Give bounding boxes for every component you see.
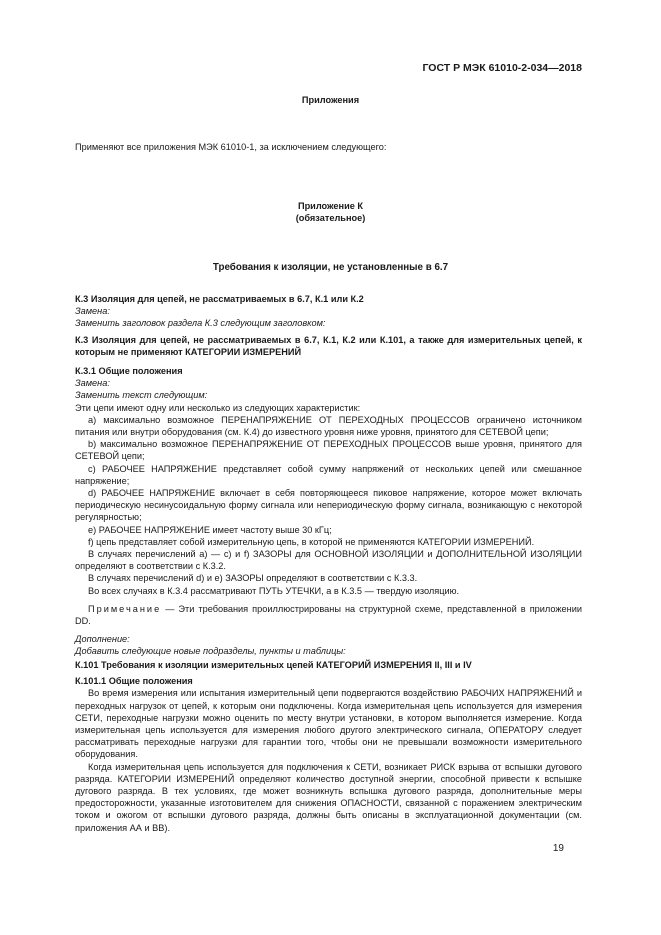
k31-item-b: b) максимально возможное ПЕРЕНАПРЯЖЕНИЕ ОТ ПЕРЕХОДНЫХ ПРОЦЕССОВ выше уровня, принятого для СЕТЕВОЙ цепи;	[75, 439, 582, 462]
k31-heading: К.3.1 Общие положения	[75, 366, 183, 376]
k31-case-2: В случаях перечислений d) и e) ЗАЗОРЫ определяют в соответствии с К.3.3.	[88, 573, 418, 584]
k3-heading: К.3 Изоляция для цепей, не рассматриваемых в 6.7, К.1 или К.2	[75, 294, 364, 304]
k3-replace-instruction: Заменить заголовок раздела К.3 следующим заголовком:	[75, 318, 326, 329]
k31-item-c: c) РАБОЧЕЕ НАПРЯЖЕНИЕ представляет собой сумму напряжений от нескольких цепей или смешанное напряжение;	[75, 463, 582, 486]
annex-status: (обязательное)	[295, 213, 366, 223]
k31-addition-label: Дополнение:	[75, 634, 130, 645]
k31-item-e: e) РАБОЧЕЕ НАПРЯЖЕНИЕ имеет частоту выше 30 кГц;	[88, 524, 332, 535]
k3-new-heading: К.3 Изоляция для цепей, не рассматриваемых в 6.7, К.1, К.2 или К.101, а также для измерительных цепей, к которым не применяют КАТЕГОРИИ ИЗМЕРЕНИЙ	[75, 334, 582, 357]
section-k101	[75, 659, 582, 834]
k31-addition-instruction: Добавить следующие новые подразделы, пункты и таблицы:	[75, 646, 346, 657]
page-number: 19	[552, 843, 564, 854]
k101-paragraph-2: Когда измерительная цепь используется для подключения к СЕТИ, возникает РИСК взрыва от вспышки дугового разряда. КАТЕГОРИИ ИЗМЕРЕНИЙ определяют количество доступной энергии, способной привести к вспышке дугового разряда. В тех условиях, где может возникнуть вспышка дугового разряда, дополнительные меры предосторожности, указанные изготовителем для снижения ОПАСНОСТИ, связанной с поражением электрическим током и ожогом от вспышки дугового разряда, должны быть описаны в эксплуатационной документации (см. приложения АА и ВВ).	[75, 761, 582, 833]
k101-heading: К.101 Требования к изоляции измерительных цепей КАТЕГОРИЙ ИЗМЕРЕНИЯ II, III и IV	[75, 660, 472, 670]
section-k3	[75, 293, 582, 358]
note-label: Примечание	[88, 603, 162, 614]
annex-heading: Требования к изоляции, не установленные в 6.7	[212, 262, 449, 273]
annex-title: Приложение К	[297, 201, 364, 211]
section-k31	[75, 365, 582, 658]
k101-paragraph-1: Во время измерения или испытания измерительный цепи подвергаются воздействию РАБОЧИХ НАПРЯЖЕНИЙ и переходных нагрузок от цепей, к которым они подключены. Когда измерительная цепь используется для измерения СЕТИ, переходные нагрузки можно оценить по месту внутри установки, в котором выполняется измерение. Когда измерительная цепь используется для измерения любого другого электрического сигнала, ОПЕРАТОРУ следует рассматривать переходные нагрузки для гарантии того, чтобы они не превышали возможности измерительного оборудования.	[75, 688, 582, 760]
k31-item-a: a) максимально возможное ПЕРЕНАПРЯЖЕНИЕ ОТ ПЕРЕХОДНЫХ ПРОЦЕССОВ ограничено источником питания или внутри оборудования (см. К.4) до известного уровня ниже уровня, принятого для СЕТЕВОЙ цепи;	[75, 414, 582, 438]
k31-case-1: В случаях перечислений a) — c) и f) ЗАЗОРЫ для ОСНОВНОЙ ИЗОЛЯЦИИ и ДОПОЛНИТЕЛЬНОЙ ИЗОЛЯЦИИ определяют в соответствии с К.3.2.	[75, 549, 582, 572]
k31-item-d: d) РАБОЧЕЕ НАПРЯЖЕНИЕ включает в себя повторяющееся пиковое напряжение, которое может включать периодическую несинусоидальную форму сигнала или непериодическую форму сигнала, возникающую с некоторой регулярностью;	[75, 488, 582, 523]
appendices-intro: Применяют все приложения МЭК 61010-1, за исключением следующего:	[75, 142, 387, 152]
k31-item-f: f) цепь представляет собой измерительную цепь, в которой не применяются КАТЕГОРИИ ИЗМЕРЕНИЙ.	[88, 536, 535, 547]
k3-replace-label: Замена:	[75, 306, 110, 317]
k31-replace-instruction: Заменить текст следующим:	[75, 390, 208, 401]
k31-replace-label: Замена:	[75, 378, 110, 389]
k31-case-3: Во всех случаях в К.3.4 рассматривают ПУТЬ УТЕЧКИ, а в К.3.5 — твердую изоляцию.	[88, 585, 460, 596]
k31-intro: Эти цепи имеют одну или несколько из следующих характеристик:	[75, 402, 361, 413]
appendices-title: Приложения	[301, 95, 360, 105]
k101-sub-heading: К.101.1 Общие положения	[75, 676, 193, 687]
note-text: — Эти требования проиллюстрированы на структурной схеме, представленной в приложении DD.	[75, 603, 582, 627]
standard-header: ГОСТ Р МЭК 61010-2-034—2018	[422, 62, 582, 74]
k31-note	[75, 603, 582, 627]
